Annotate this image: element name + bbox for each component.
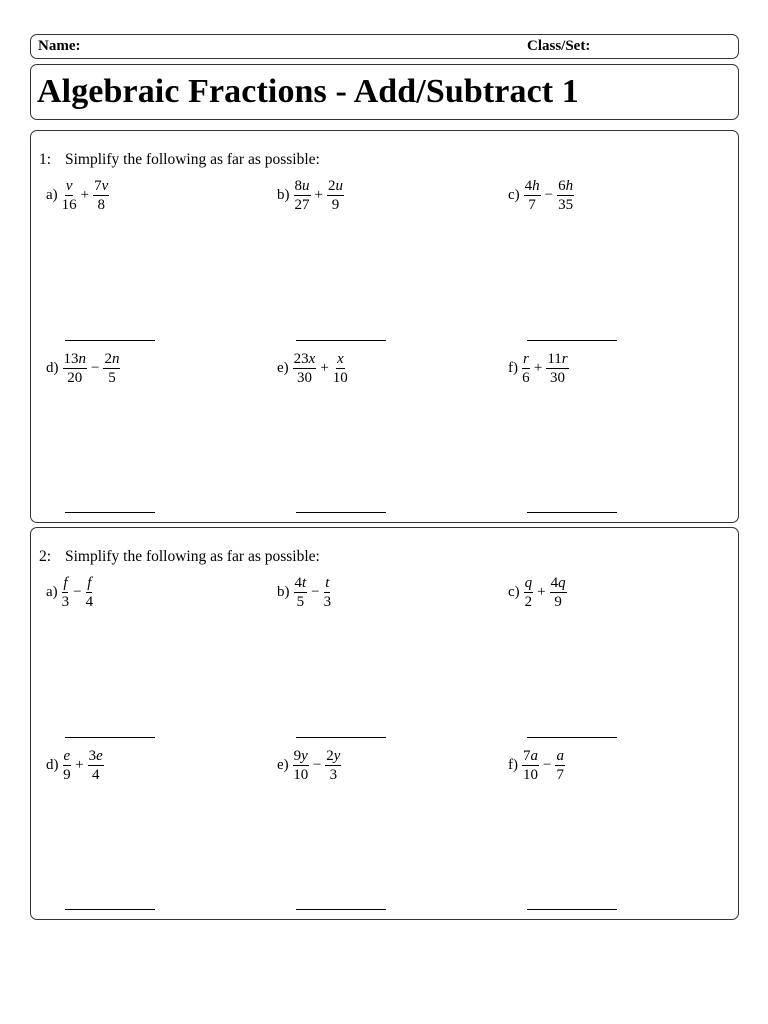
answer-line[interactable]: [65, 909, 155, 910]
problem-label: f): [508, 360, 518, 376]
answer-line[interactable]: [296, 737, 386, 738]
numerator-variable: u: [335, 178, 343, 194]
operator: −: [91, 360, 100, 376]
operator: +: [75, 757, 84, 773]
fraction-1: [522, 351, 530, 386]
problem-label: d): [46, 757, 59, 773]
fraction-1: [62, 575, 70, 610]
fraction-1: [524, 575, 534, 610]
instruction-text: Simplify the following as far as possible:: [65, 151, 320, 168]
numerator-coefficient: 2: [326, 748, 334, 764]
numerator-variable: f: [63, 575, 68, 591]
numerator-variable: h: [532, 178, 540, 194]
instruction-text: Simplify the following as far as possible:: [65, 548, 320, 565]
problem-2b: [277, 575, 331, 610]
question-2-section: [30, 527, 739, 920]
problem-label: c): [508, 584, 520, 600]
question-2-instruction: [39, 548, 320, 566]
numerator-variable: a: [530, 748, 538, 764]
answer-line[interactable]: [65, 737, 155, 738]
problem-label: e): [277, 757, 289, 773]
fraction-2: [93, 178, 109, 213]
denominator: 9: [63, 767, 71, 783]
denominator: 20: [67, 370, 83, 386]
numerator-variable: r: [523, 351, 529, 367]
header-bar: [30, 34, 739, 59]
problem-1a: [46, 178, 109, 213]
problem-label: f): [508, 757, 518, 773]
operator: +: [80, 187, 90, 203]
denominator: 6: [522, 370, 530, 386]
problem-label: b): [277, 187, 290, 203]
denominator: 16: [61, 197, 77, 213]
problem-1b: [277, 178, 344, 213]
question-1-instruction: [39, 151, 320, 169]
numerator-variable: q: [558, 575, 566, 591]
numerator-variable: v: [101, 178, 109, 194]
answer-line[interactable]: [527, 512, 617, 513]
fraction-2: [86, 575, 94, 610]
problem-label: a): [46, 187, 58, 203]
answer-line[interactable]: [296, 909, 386, 910]
operator: +: [537, 584, 546, 600]
numerator-variable: n: [111, 351, 120, 367]
fraction-1: [293, 748, 309, 783]
fraction-1: [63, 748, 72, 783]
answer-line[interactable]: [527, 340, 617, 341]
numerator-coefficient: 4: [294, 575, 302, 591]
denominator: 7: [556, 767, 564, 783]
answer-line[interactable]: [65, 340, 155, 341]
numerator-variable: x: [308, 351, 316, 367]
numerator-coefficient: 23: [293, 351, 309, 367]
answer-line[interactable]: [65, 512, 155, 513]
problem-1e: [277, 351, 348, 386]
problem-label: d): [46, 360, 59, 376]
numerator-coefficient: 2: [327, 178, 336, 194]
numerator-coefficient: 2: [104, 351, 112, 367]
fraction-2: [333, 351, 348, 386]
fraction-1: [524, 178, 541, 213]
numerator-variable: e: [96, 748, 103, 764]
problem-label: c): [508, 187, 520, 203]
problem-1f: [508, 351, 569, 386]
answer-line[interactable]: [296, 340, 386, 341]
denominator: 8: [97, 197, 105, 213]
fraction-1: [63, 351, 88, 386]
numerator-variable: v: [65, 178, 73, 194]
problem-2c: [508, 575, 567, 610]
question-number: 1:: [39, 151, 52, 168]
numerator-variable: h: [565, 178, 574, 194]
fraction-2: [557, 178, 574, 213]
denominator: 4: [91, 767, 100, 783]
problem-2e: [277, 748, 341, 783]
problem-label: b): [277, 584, 290, 600]
answer-line[interactable]: [296, 512, 386, 513]
denominator: 9: [554, 594, 562, 610]
fraction-2: [324, 575, 332, 610]
operator: +: [533, 360, 543, 376]
fraction-2: [325, 748, 341, 783]
title-box: [30, 64, 739, 120]
operator: −: [312, 757, 322, 773]
numerator-coefficient: 6: [558, 178, 566, 194]
operator: −: [544, 187, 554, 203]
numerator-coefficient: 8: [294, 178, 302, 194]
denominator: 9: [331, 197, 340, 213]
denominator: 4: [85, 594, 94, 610]
numerator-variable: u: [302, 178, 310, 194]
numerator-variable: f: [87, 575, 92, 591]
denominator: 10: [523, 767, 538, 783]
problem-1d: [46, 351, 120, 386]
fraction-2: [550, 575, 567, 610]
operator: −: [311, 584, 320, 600]
numerator-coefficient: 4: [550, 575, 559, 591]
page-title: Algebraic Fractions - Add/Subtract 1: [37, 73, 579, 110]
fraction-2: [88, 748, 104, 783]
problem-label: e): [277, 360, 289, 376]
denominator: 3: [329, 767, 338, 783]
denominator: 35: [558, 197, 574, 213]
fraction-1: [62, 178, 77, 213]
numerator-coefficient: 11: [547, 351, 562, 367]
operator: +: [320, 360, 329, 376]
question-1-section: [30, 130, 739, 523]
denominator: 10: [293, 767, 309, 783]
fraction-1: [294, 575, 308, 610]
denominator: 3: [61, 594, 70, 610]
numerator-variable: x: [336, 351, 344, 367]
numerator-coefficient: 7: [523, 748, 531, 764]
problem-2f: [508, 748, 565, 783]
class-set-label: Class/Set:: [527, 38, 591, 54]
operator: −: [73, 584, 82, 600]
numerator-variable: a: [556, 748, 564, 764]
denominator: 30: [549, 370, 565, 386]
denominator: 5: [296, 594, 305, 610]
numerator-variable: r: [561, 351, 568, 367]
denominator: 10: [332, 370, 348, 386]
answer-line[interactable]: [527, 909, 617, 910]
answer-line[interactable]: [527, 737, 617, 738]
fraction-2: [327, 178, 344, 213]
fraction-1: [522, 748, 539, 783]
denominator: 27: [294, 197, 310, 213]
problem-label: a): [46, 584, 58, 600]
denominator: 5: [108, 370, 116, 386]
denominator: 3: [323, 594, 332, 610]
fraction-1: [294, 178, 311, 213]
numerator-variable: y: [301, 748, 308, 764]
numerator-coefficient: 3: [88, 748, 97, 764]
denominator: 30: [296, 370, 312, 386]
fraction-2: [555, 748, 565, 783]
numerator-variable: q: [524, 575, 533, 591]
numerator-variable: e: [63, 748, 71, 764]
numerator-coefficient: 9: [293, 748, 302, 764]
problem-1c: [508, 178, 574, 213]
problem-2a: [46, 575, 93, 610]
name-label: Name:: [38, 38, 81, 54]
fraction-1: [293, 351, 317, 386]
denominator: 7: [528, 197, 536, 213]
operator: −: [543, 757, 552, 773]
numerator-variable: n: [78, 351, 86, 367]
denominator: 2: [524, 594, 533, 610]
operator: +: [314, 187, 323, 203]
fraction-2: [103, 351, 120, 386]
numerator-variable: t: [302, 575, 307, 591]
numerator-coefficient: 4: [524, 178, 533, 194]
numerator-coefficient: 7: [94, 178, 102, 194]
numerator-coefficient: 13: [63, 351, 79, 367]
question-number: 2:: [39, 548, 52, 565]
numerator-variable: y: [333, 748, 341, 764]
numerator-variable: t: [325, 575, 330, 591]
fraction-2: [546, 351, 568, 386]
problem-2d: [46, 748, 104, 783]
